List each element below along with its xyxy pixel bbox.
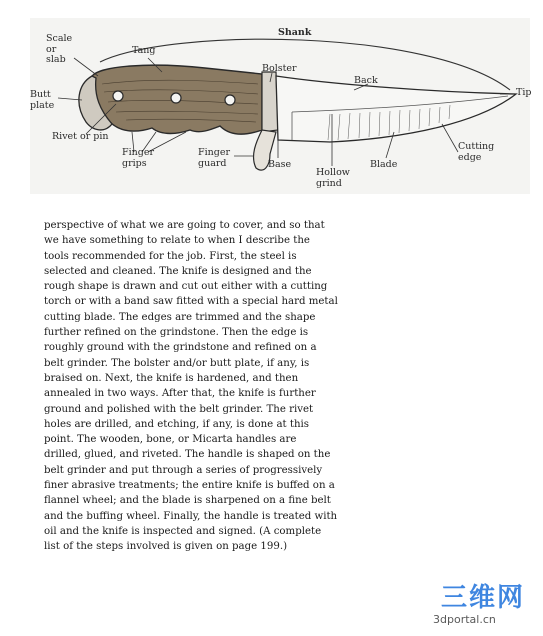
text-line: annealed in two ways. After that, the knife is further bbox=[44, 388, 316, 400]
body-paragraph bbox=[44, 218, 344, 555]
text-line: flannel wheel; and the blade is sharpened on a fine belt bbox=[44, 495, 331, 507]
rivet-1 bbox=[113, 91, 123, 101]
label-base: Base bbox=[268, 159, 292, 170]
label-tang: Tang bbox=[132, 45, 156, 56]
text-line: list of the steps involved is given on page 199.) bbox=[44, 541, 288, 553]
text-line: roughly ground with the grindstone and refined on a bbox=[44, 342, 317, 354]
label-shank: Shank bbox=[278, 27, 312, 38]
watermark-url: 3dportal.cn bbox=[433, 613, 496, 626]
text-line: cutting blade. The edges are trimmed and the shape bbox=[44, 311, 316, 323]
text-line: braised on. Next, the knife is hardened, and then bbox=[44, 372, 299, 384]
label-scale: Scale or slab bbox=[46, 33, 73, 65]
text-line: we have something to relate to when I describe the bbox=[44, 235, 310, 247]
text-line: finer abrasive treatments; the entire knife is buffed on a bbox=[44, 480, 335, 492]
text-line: perspective of what we are going to cover, and so that bbox=[44, 220, 325, 231]
text-line: rough shape is drawn and cut out either with a cutting bbox=[44, 281, 328, 293]
text-line: oil and the knife is inspected and signed. (A complete bbox=[44, 525, 322, 537]
text-line: tools recommended for the job. First, the steel is bbox=[44, 250, 297, 262]
text-line: belt grinder. The bolster and/or butt plate, if any, is bbox=[44, 357, 310, 369]
text-line: further refined on the grindstone. Then the edge is bbox=[44, 327, 309, 339]
label-hollow-grind: Hollow grind bbox=[316, 167, 350, 189]
label-finger-grips: Finger grips bbox=[122, 147, 154, 169]
text-line: point. The wooden, bone, or Micarta handles are bbox=[44, 434, 297, 446]
watermark-brand: 三维网 bbox=[441, 583, 526, 613]
label-butt-plate: Butt plate bbox=[30, 89, 55, 111]
blade-shape bbox=[276, 76, 516, 142]
watermark-logo bbox=[433, 584, 533, 630]
label-blade: Blade bbox=[370, 159, 398, 170]
text-line: drilled, glued, and riveted. The handle is shaped on the bbox=[44, 449, 331, 461]
label-finger-guard: Finger guard bbox=[198, 147, 230, 169]
text-line: ground and polished with the belt grinder. The rivet bbox=[44, 403, 314, 415]
text-line: torch or with a band saw fitted with a special hard metal bbox=[44, 296, 338, 308]
knife-anatomy-diagram bbox=[30, 18, 530, 194]
rivet-2 bbox=[171, 93, 181, 103]
label-cutting-edge: Cutting edge bbox=[458, 141, 495, 163]
label-bolster: Bolster bbox=[262, 63, 297, 74]
label-back: Back bbox=[354, 75, 378, 86]
text-line: belt grinder and put through a series of progressively bbox=[44, 464, 323, 476]
text-line: and the buffing wheel. Finally, the handle is treated with bbox=[44, 510, 338, 522]
text-line: holes are drilled, and etching, if any, is done at this bbox=[44, 418, 309, 430]
rivet-3 bbox=[225, 95, 235, 105]
text-line: selected and cleaned. The knife is designed and the bbox=[44, 265, 312, 277]
label-tip: Tip bbox=[516, 87, 532, 98]
label-rivet: Rivet or pin bbox=[52, 131, 109, 142]
